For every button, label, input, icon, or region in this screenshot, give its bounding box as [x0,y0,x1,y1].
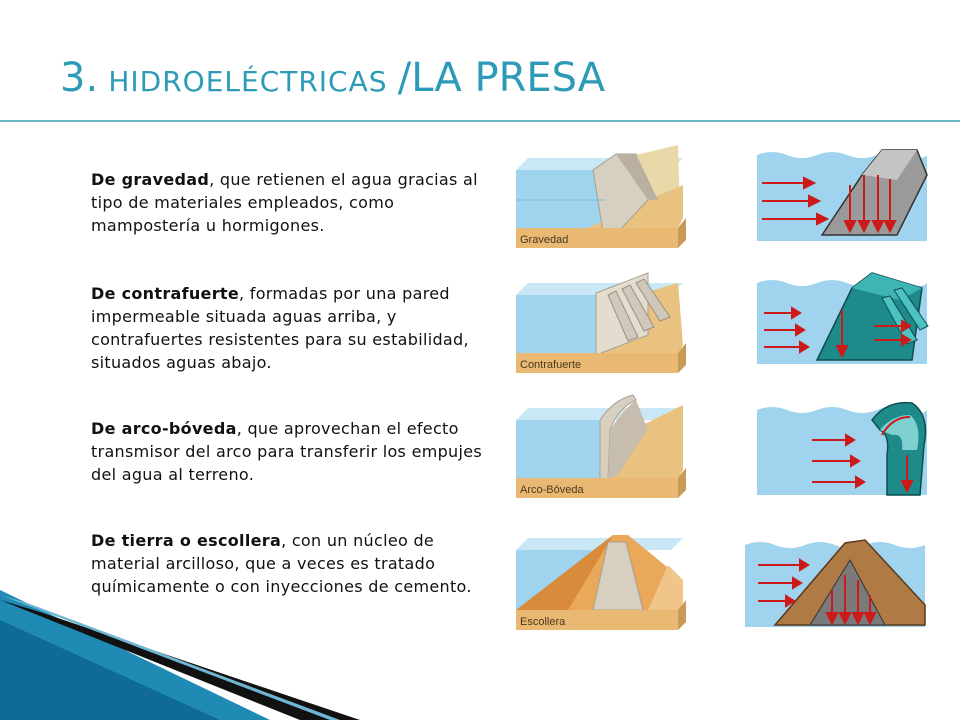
force-diagram-arco-boveda [752,395,932,500]
dam-illustration-escollera [508,520,688,632]
term-contrafuerte: De contrafuerte [91,284,239,303]
term-arco-boveda: De arco-bóveda [91,419,237,438]
title-main: HIDROELÉCTRICAS [108,65,388,98]
label-arco-boveda: Arco-Bóveda [520,484,584,496]
page-title [60,55,606,101]
title-sub: LA PRESA [411,55,606,101]
label-contrafuerte: Contrafuerte [520,359,582,371]
paragraph-gravedad [91,168,491,237]
title-separator: / [397,55,412,101]
label-gravedad: Gravedad [520,234,569,246]
title-divider [0,120,960,122]
text-contrafuerte: , formadas por una pared impermeable situada aguas arriba, y contrafuertes resistentes para su estabilidad, situados aguas abajo. [91,284,469,372]
paragraph-contrafuerte [91,282,491,374]
force-diagram-escollera [740,535,930,630]
term-escollera: De tierra o escollera [91,531,282,550]
corner-swoosh-decoration [0,590,360,720]
force-diagram-contrafuerte [752,268,932,368]
term-gravedad: De gravedad [91,170,210,189]
dam-illustration-arco-boveda [508,390,688,500]
label-escollera: Escollera [520,616,566,628]
dam-illustration-contrafuerte [508,265,688,375]
text-arco-boveda: , que aprovechan el efecto transmisor del arco para transferir los empujes del agua al terreno. [91,419,483,484]
dam-illustration-gravedad [508,140,688,250]
paragraph-escollera [91,529,491,598]
force-diagram-gravedad [752,145,932,245]
text-gravedad: , que retienen el agua gracias al tipo de materiales empleados, como mampostería u hormigones. [91,170,478,235]
paragraph-arco-boveda [91,417,491,486]
text-escollera: , con un núcleo de material arcilloso, que a veces es tratado químicamente o con inyecciones de cemento. [91,531,472,596]
title-number: 3. [60,55,99,101]
